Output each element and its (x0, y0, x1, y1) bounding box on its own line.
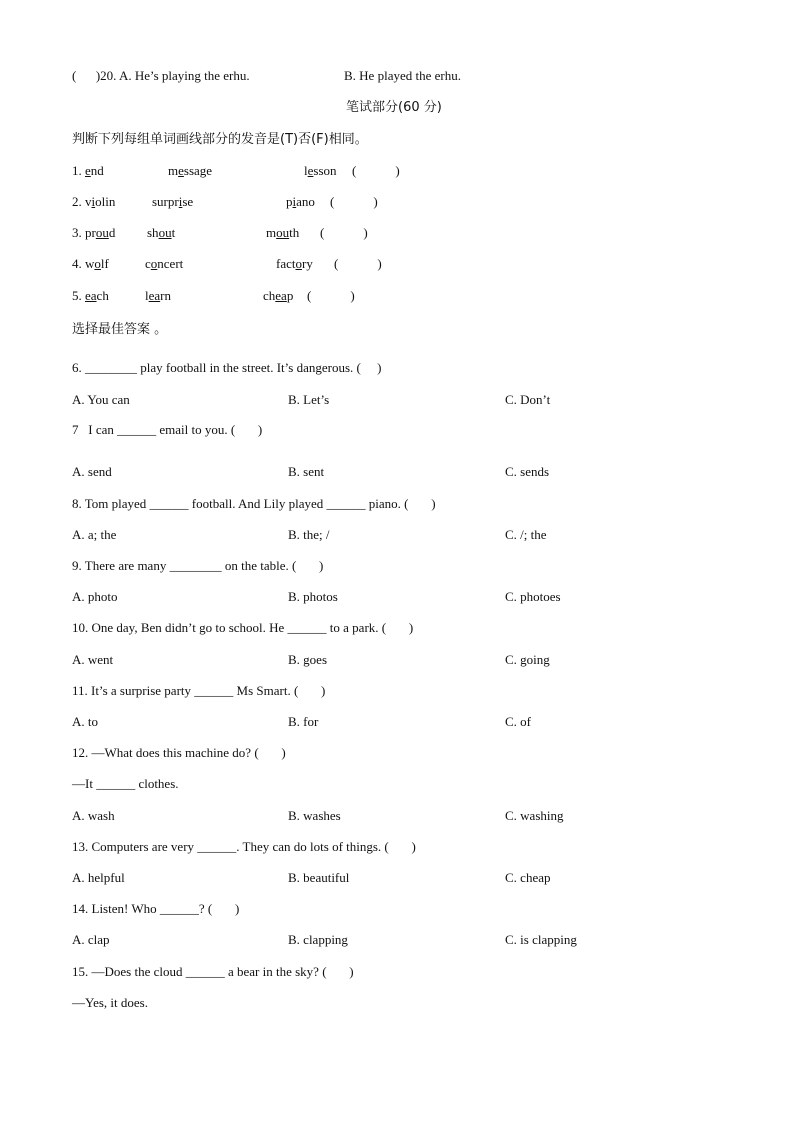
option-c: C. washing (505, 808, 564, 823)
option-c: C. going (505, 652, 550, 667)
phonics-word-3: lesson (304, 163, 337, 178)
option-a: A. You can (72, 392, 130, 407)
option-b: B. sent (288, 464, 325, 479)
option-a: A. send (72, 464, 112, 479)
phonics-word-2: learn (145, 288, 172, 303)
option-c: C. /; the (505, 527, 547, 542)
option-b: B. goes (288, 652, 327, 667)
question-stem: 15. —Does the cloud ______ a bear in the sky? ( ) (72, 964, 354, 979)
phonics-instruction: 判断下列每组单词画线部分的发音是(T)否(F)相同。 (72, 132, 368, 147)
question-stem: 13. Computers are very ______. They can do lots of things. ( ) (72, 839, 416, 854)
q20-stem: ( )20. A. He’s playing the erhu. (72, 68, 250, 83)
question-stem: 9. There are many ________ on the table. ( ) (72, 558, 324, 573)
option-b: B. clapping (288, 932, 348, 947)
phonics-word-1: 2. violin (72, 194, 116, 209)
option-c: C. of (505, 714, 531, 729)
option-c: C. cheap (505, 870, 551, 885)
phonics-word-2: surprise (152, 194, 194, 209)
q20-option-b: B. He played the erhu. (344, 68, 461, 83)
phonics-word-3: factory (276, 256, 313, 271)
option-c: C. Don’t (505, 392, 551, 407)
choice-instruction: 选择最佳答案 。 (72, 322, 168, 337)
question-stem: 8. Tom played ______ football. And Lily played ______ piano. ( ) (72, 496, 436, 511)
question-stem: 14. Listen! Who ______? ( ) (72, 901, 240, 916)
option-a: A. helpful (72, 870, 125, 885)
option-b: B. photos (288, 589, 338, 604)
option-c: C. is clapping (505, 932, 577, 947)
option-a: A. photo (72, 589, 118, 604)
phonics-word-3: piano (286, 194, 315, 209)
answer-blank[interactable]: ( ) (307, 288, 355, 303)
phonics-word-1: 1. end (72, 163, 104, 178)
question-dialogue-line: —Yes, it does. (72, 995, 148, 1010)
phonics-word-3: mouth (266, 225, 300, 240)
option-c: C. sends (505, 464, 550, 479)
written-section-header: 笔试部分(60 分) (346, 100, 442, 115)
answer-blank[interactable]: ( ) (334, 256, 382, 271)
phonics-word-2: message (168, 163, 213, 178)
question-stem: 12. —What does this machine do? ( ) (72, 745, 286, 760)
phonics-item (0, 256, 794, 272)
option-a: A. wash (72, 808, 115, 823)
option-b: B. Let’s (288, 392, 330, 407)
option-b: B. for (288, 714, 319, 729)
phonics-word-3: cheap (263, 288, 294, 303)
phonics-word-1: 3. proud (72, 225, 116, 240)
phonics-word-2: concert (145, 256, 184, 271)
option-c: C. photoes (505, 589, 561, 604)
option-a: A. clap (72, 932, 110, 947)
option-b: B. washes (288, 808, 341, 823)
question-stem: 11. It’s a surprise party ______ Ms Smart. ( ) (72, 683, 326, 698)
question-stem: 10. One day, Ben didn’t go to school. He ______ to a park. ( ) (72, 620, 414, 635)
answer-blank[interactable]: ( ) (352, 163, 400, 178)
phonics-item (0, 288, 794, 304)
option-a: A. to (72, 714, 98, 729)
phonics-word-1: 4. wolf (72, 256, 109, 271)
option-a: A. a; the (72, 527, 117, 542)
question-stem: 7 I can ______ email to you. ( ) (72, 422, 263, 437)
phonics-word-1: 5. each (72, 288, 109, 303)
question-stem: 6. ________ play football in the street. It’s dangerous. ( ) (72, 360, 382, 375)
phonics-word-2: shout (147, 225, 176, 240)
phonics-item (0, 163, 794, 179)
option-b: B. beautiful (288, 870, 350, 885)
phonics-item (0, 225, 794, 241)
phonics-item (0, 194, 794, 210)
answer-blank[interactable]: ( ) (330, 194, 378, 209)
question-dialogue-line: —It ______ clothes. (72, 776, 179, 791)
option-b: B. the; / (288, 527, 330, 542)
option-a: A. went (72, 652, 114, 667)
answer-blank[interactable]: ( ) (320, 225, 368, 240)
